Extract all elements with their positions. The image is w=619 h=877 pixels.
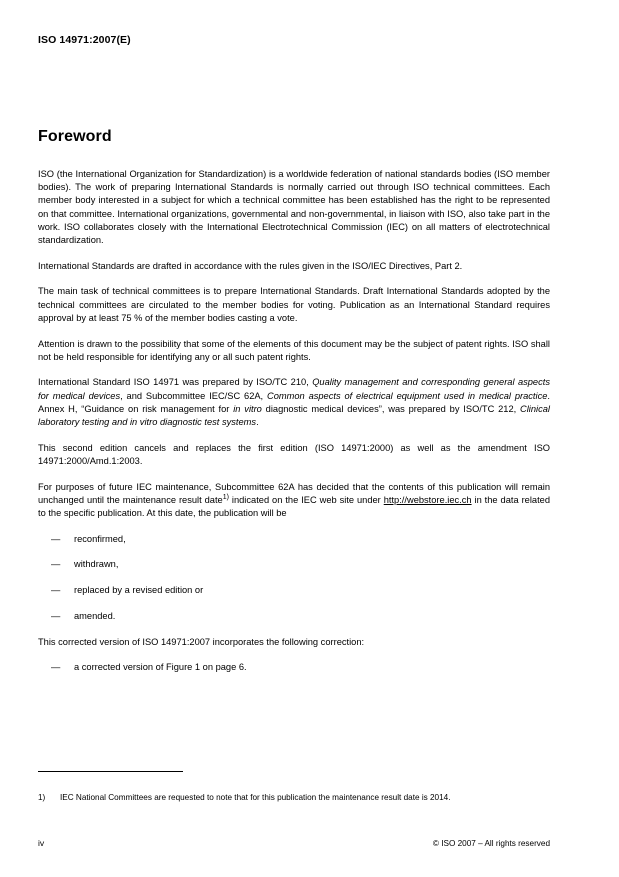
copyright-notice: © ISO 2007 – All rights reserved	[432, 839, 550, 848]
footnote-1	[38, 792, 550, 803]
footnote-number: 1)	[38, 793, 46, 802]
list-item	[38, 610, 550, 623]
list-item-label: replaced by a revised edition or	[74, 585, 204, 596]
prep-seg-2: , and Subcommittee IEC/SC 62A,	[120, 390, 267, 401]
prep-seg-1: International Standard ISO 14971 was prepared by ISO/TC 210,	[38, 377, 313, 388]
maintenance-seg-2: indicated on the IEC web site under	[228, 494, 384, 505]
list-item	[38, 558, 550, 571]
dash-bullet-icon: —	[51, 533, 61, 544]
paragraph-second-edition: This second edition cancels and replaces the first edition (ISO 14971:2000) as well as the amendment ISO 14971:2000/Amd.1:2003.	[38, 442, 550, 466]
paragraph-patent-rights: Attention is drawn to the possibility that some of the elements of this document may be the subject of patent rights. ISO shall not be held responsible for identifying any or all such patent rights.	[38, 338, 550, 362]
prep-italic-4: Clinical laboratory testing and in vitro diagnostic test systems	[38, 403, 550, 428]
iec-webstore-link[interactable]: http://webstore.iec.ch	[383, 494, 472, 505]
paragraph-main-task: The main task of technical committees is to prepare International Standards. Draft International Standards adopted by the technical committees are circulated to the member bodies for voting. Publication as an International Standard requires approval by at least 75 % of the member bodies casting a vote.	[38, 286, 550, 323]
maintenance-seg-3: in the data related to the specific publication. At this date, the publication will be	[38, 494, 550, 519]
document-body	[38, 128, 550, 687]
page-header: ISO 14971:2007(E)	[38, 34, 131, 46]
paragraph-drafting-rules: International Standards are drafted in accordance with the rules given in the ISO/IEC Directives, Part 2.	[38, 260, 463, 271]
maintenance-seg-1: For purposes of future IEC maintenance, Subcommittee 62A has decided that the contents of this publication will remain unchanged until the maintenance result date	[38, 481, 550, 505]
prep-seg-4: diagnostic medical devices”, was prepared by ISO/TC 212,	[261, 403, 521, 414]
list-item	[38, 584, 550, 597]
publication-status-list	[38, 533, 550, 623]
paragraph-corrected-version: This corrected version of ISO 14971:2007 incorporates the following correction:	[38, 636, 365, 647]
list-item	[38, 661, 550, 674]
dash-bullet-icon: —	[51, 585, 61, 596]
footnote-reference-1: 1)	[222, 493, 229, 501]
list-item-label: withdrawn,	[74, 559, 119, 570]
prep-seg-3: . Annex H, “Guidance on risk management for	[38, 390, 550, 414]
prep-seg-5: .	[256, 417, 259, 428]
list-item	[38, 533, 550, 546]
correction-list	[38, 661, 550, 674]
list-item-label: a corrected version of Figure 1 on page 6.	[74, 662, 247, 673]
prep-italic-1: Quality management and corresponding general aspects for medical devices	[38, 377, 550, 401]
list-item-label: amended.	[74, 610, 116, 621]
footnote-text: IEC National Committees are requested to note that for this publication the maintenance result date is 2014.	[60, 793, 451, 802]
page-footer	[38, 838, 550, 848]
prep-italic-2: Common aspects of electrical equipment used in medical practice	[267, 390, 548, 401]
prep-italic-3: in vitro	[233, 403, 262, 414]
dash-bullet-icon: —	[51, 559, 61, 570]
dash-bullet-icon: —	[51, 662, 61, 673]
paragraph-maintenance	[38, 481, 550, 521]
dash-bullet-icon: —	[51, 610, 61, 621]
list-item-label: reconfirmed,	[74, 533, 126, 544]
page-number: iv	[38, 838, 45, 848]
paragraph-iso-intro: ISO (the International Organization for Standardization) is a worldwide federation of national standards bodies (ISO member bodies). The work of preparing International Standards is normally carried out through ISO technical committees. Each member body interested in a subject for which a technical committee has been established has the right to be represented on that committee. International organizations, governmental and non-governmental, in liaison with ISO, also take part in the work. ISO collaborates closely with the International Electrotechnical Commission (IEC) on all matters of electrotechnical standardization.	[38, 169, 550, 246]
footnote-separator	[38, 771, 183, 772]
section-title-foreword: Foreword	[38, 128, 112, 145]
paragraph-preparation	[38, 376, 550, 429]
